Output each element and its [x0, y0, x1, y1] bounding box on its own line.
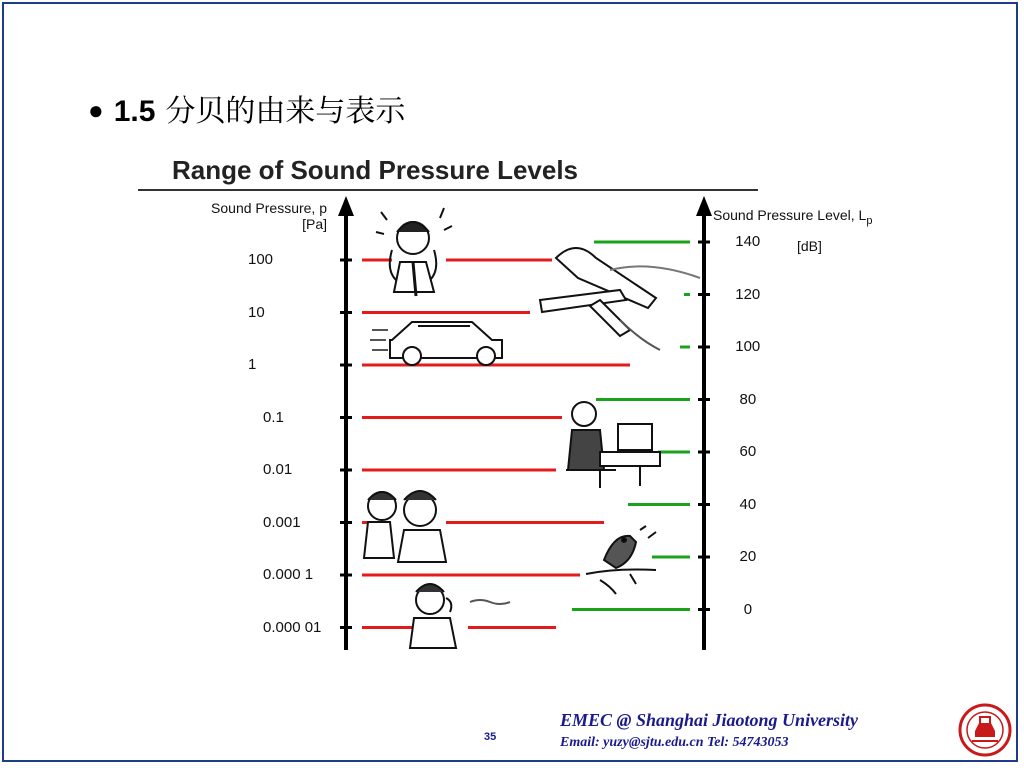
car-icon — [370, 322, 502, 365]
left-axis-arrow-icon — [338, 196, 354, 216]
right-tick-label: 100 — [735, 338, 761, 355]
right-axis-label: Sound Pressure Level, L — [713, 207, 867, 223]
left-tick-label: 10 — [248, 303, 265, 321]
footer-org: EMEC @ Shanghai Jiaotong University — [560, 710, 859, 730]
jet-airplane-icon — [540, 248, 700, 350]
bullet-icon: ● — [88, 95, 104, 125]
left-tick-label: 100 — [248, 251, 274, 268]
heading-number: 1.5 — [113, 95, 156, 128]
left-tick-label: 0.01 — [263, 461, 293, 478]
right-tick-label: 20 — [739, 548, 757, 565]
left-tick-label: 0.001 — [263, 513, 301, 531]
left-tick-label: 0.000 01 — [263, 618, 322, 636]
page-number: 35 — [484, 731, 497, 743]
computer-user-icon — [566, 402, 660, 488]
stressed-person-icon — [376, 208, 452, 296]
right-axis-unit: [dB] — [797, 238, 822, 254]
bird-icon — [586, 526, 656, 594]
left-tick-label: 0.000 1 — [263, 566, 314, 583]
right-tick-label: 40 — [739, 495, 757, 513]
listening-person-icon — [410, 584, 510, 648]
right-tick-label: 120 — [735, 285, 761, 303]
heading-text: 分贝的由来与表示 — [165, 94, 406, 129]
conversation-people-icon — [364, 491, 446, 562]
right-tick-label: 80 — [739, 390, 757, 408]
chart-title: Range of Sound Pressure Levels — [172, 155, 579, 185]
right-axis-label-sub: p — [866, 214, 873, 227]
left-axis — [338, 196, 354, 650]
left-tick-label: 0.1 — [263, 408, 284, 426]
university-seal-icon — [958, 703, 1012, 757]
left-axis-label: Sound Pressure, p — [211, 200, 327, 216]
right-tick-label: 0 — [743, 600, 753, 618]
left-tick-label: 1 — [248, 356, 257, 373]
right-tick-label: 140 — [735, 233, 761, 250]
left-axis-unit: [Pa] — [302, 216, 327, 232]
right-axis — [696, 196, 712, 650]
right-tick-label: 60 — [739, 443, 757, 460]
right-axis-arrow-icon — [696, 196, 712, 216]
footer-contact: Email: yuzy@sjtu.edu.cn Tel: 54743053 — [560, 735, 789, 750]
